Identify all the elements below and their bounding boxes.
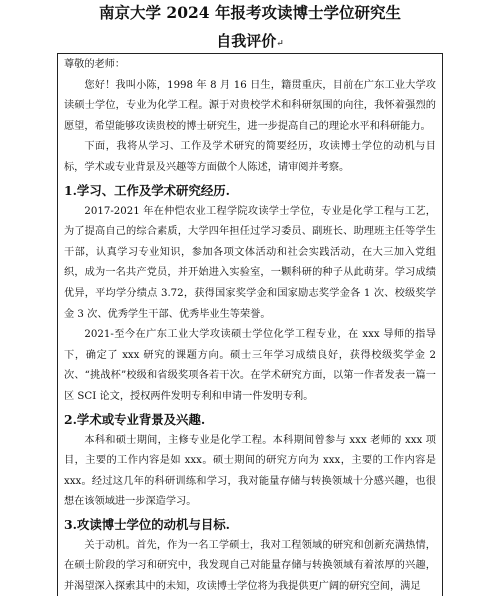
self-evaluation-table — [57, 53, 443, 596]
section-heading-motivation: 3.攻读博士学位的动机与目标. — [64, 516, 230, 532]
intro-paragraph: 您好！我叫小陈，1998 年 8 月 16 日生，籍贯重庆，目前在广东工业大学攻读硕士学位，专业为化学工程。源于对贵校学术和科研氛围的向往，我怀着强烈的愿望，希望能够攻读贵校的博士研究生，进一步提高自己的理论水平和科研能力。 — [64, 79, 436, 132]
subtitle-text: 自我评价 — [216, 32, 277, 50]
paragraph-mark-icon: ↵ — [276, 39, 284, 49]
statement-content — [58, 54, 442, 596]
greeting: 尊敬的老师： — [64, 59, 126, 70]
section-paragraph: 2021-至今在广东工业大学攻读硕士学位化学工程专业，在 xxx 导师的指导下，确定了 xxx 研究的课题方向。硕士三年学习成绩良好，获得校级奖学金 2 次、“挑战杯”校级和省级奖项各若干次。在学术研究方面，以第一作者发表一篇一区 SCI 论文，授权两件发明专利和申请一件发明专利。 — [64, 329, 436, 402]
document-title: 南京大学 2024 年报考攻读博士学位研究生 — [99, 3, 401, 22]
section-paragraph: 2017-2021 年在仲恺农业工程学院攻读学士学位，专业是化学工程与工艺，为了提高自己的综合素质，大学四年担任过学习委员、副班长、助理班主任等学生干部，认真学习专业知识，参加各项文体活动和社会实践活动，在大三加入党组织，成为一名共产党员，并开始进入实验室，一颗科研的种子从此萌芽。学习成绩优异，平均学分绩点 3.72，获得国家奖学金和国家励志奖学金各 1 次、校级奖学金 3 次、优秀学生干部、优秀毕业生等荣誉。 — [64, 205, 436, 320]
section-heading-experience: 1.学习、工作及学术研究经历. — [64, 182, 230, 198]
section-paragraph: 本科和硕士期间，主修专业是化学工程。本科期间曾参与 xxx 老师的 xxx 项目，主要的工作内容是如 xxx。硕士期间的研究方向为 xxx，主要的工作内容是 xxx。经过这几年的科研训练和学习，我对能量存储与转换领域十分感兴趣，也很想在该领域进一步深造学习。 — [64, 434, 436, 508]
section-heading-background: 2.学术或专业背景及兴趣. — [64, 411, 206, 427]
intro-paragraph: 下面，我将从学习、工作及学术研究的简要经历，攻读博士学位的动机与目标，学术或专业背景及兴趣等方面做个人陈述，请审阅并考察。 — [64, 141, 436, 173]
section-paragraph: 关于动机。首先，作为一名工学硕士，我对工程领域的研究和创新充满热情，在硕士阶段的学习和研究中，我发现自己对能量存储与转换领域有着浓厚的兴趣，并渴望深入探索其中的未知，攻读博士学位将为我提供更广阔的研究空间，满足 — [64, 539, 436, 593]
document-subtitle — [0, 30, 500, 55]
